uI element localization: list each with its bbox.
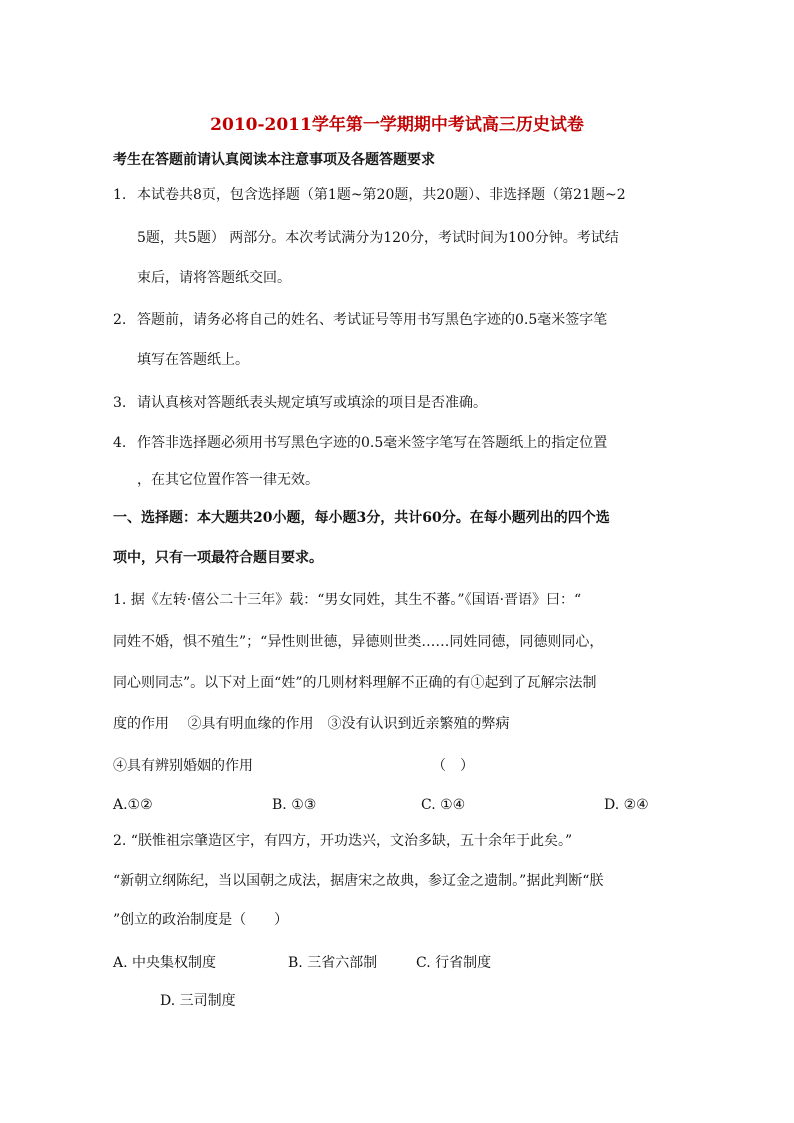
notice-number: 2. bbox=[113, 312, 127, 328]
notice-text: 答题前，请务必将自己的姓名、考试证号等用书写黑色字迹的0.5毫米签字笔 bbox=[137, 312, 608, 328]
question-text: 同姓不婚，惧不殖生”；“异性则世德，异德则世类……同姓同德，同德则同心， bbox=[113, 634, 604, 650]
question-text: 2. “朕惟祖宗肇造区宇，有四方，开功迭兴，文治多缺，五十余年于此矣。” bbox=[113, 833, 573, 849]
option-a: A. 中央集权制度 bbox=[113, 955, 217, 971]
notice-text: 本试卷共8页，包含选择题（第1题~第20题，共20题）、非选择题（第21题~2 bbox=[137, 187, 626, 203]
notice-heading: 考生在答题前请认真阅读本注意事项及各题答题要求 bbox=[113, 152, 435, 168]
question-text: ”创立的政治制度是（ ） bbox=[113, 912, 289, 928]
option-c: C. ①④ bbox=[421, 797, 466, 813]
page-title: 2010-2011学年第一学期期中考试高三历史试卷 bbox=[210, 115, 584, 135]
option-a: A.①② bbox=[113, 797, 153, 813]
question-text: 度的作用 ②具有明血缘的作用 ③没有认识到近亲繁殖的弊病 bbox=[113, 716, 510, 732]
option-d: D. ②④ bbox=[604, 797, 649, 813]
question-text: 同心则同志”。以下对上面“姓”的几则材料理解不正确的有①起到了瓦解宗法制 bbox=[113, 675, 597, 691]
notice-text: 请认真核对答题纸表头规定填写或填涂的项目是否准确。 bbox=[137, 395, 487, 411]
option-b: B. ①③ bbox=[272, 797, 317, 813]
section-heading: 项中，只有一项最符合题目要求。 bbox=[113, 550, 323, 566]
option-c: C. 行省制度 bbox=[416, 955, 492, 971]
question-text: “新朝立纲陈纪，当以国朝之成法，据唐宋之故典，参辽金之遗制。”据此判断“朕 bbox=[113, 873, 604, 889]
answer-paren: （ ） bbox=[432, 758, 474, 774]
section-heading: 一、选择题：本大题共20小题，每小题3分，共计60分。在每小题列出的四个选 bbox=[113, 510, 610, 526]
notice-number: 4. bbox=[113, 435, 127, 451]
option-d: D. 三司制度 bbox=[160, 993, 236, 1009]
question-text: ④具有辨别婚姻的作用 bbox=[113, 758, 253, 774]
notice-text: 束后，请将答题纸交回。 bbox=[137, 270, 291, 286]
notice-text: ，在其它位置作答一律无效。 bbox=[137, 472, 319, 488]
notice-text: 作答非选择题必须用书写黑色字迹的0.5毫米签字笔写在答题纸上的指定位置 bbox=[137, 435, 608, 451]
option-b: B. 三省六部制 bbox=[288, 955, 378, 971]
question-text: 1. 据《左转·僖公二十三年》载：“男女同姓，其生不蕃。”《国语·晋语》曰：“ bbox=[113, 592, 582, 608]
notice-text: 填写在答题纸上。 bbox=[137, 352, 249, 368]
notice-text: 5题，共5题） 两部分。本次考试满分为120分，考试时间为100分钟。考试结 bbox=[137, 230, 619, 246]
notice-number: 3. bbox=[113, 395, 127, 411]
notice-number: 1. bbox=[113, 187, 127, 203]
